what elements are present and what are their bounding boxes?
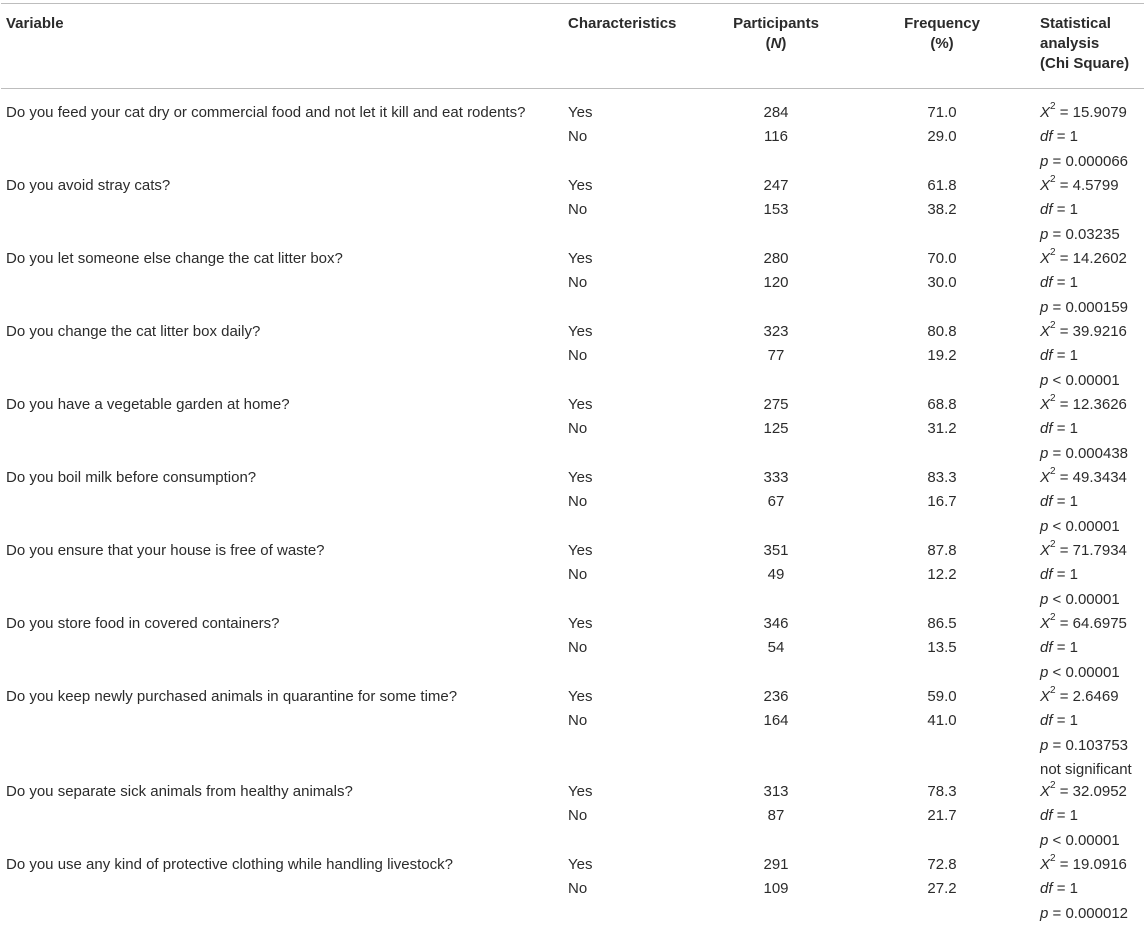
chi-square-value [1040,466,1144,490]
df-value [1040,636,1144,660]
chi-exponent: 2 [1050,174,1056,185]
df-number: = 1 [1056,880,1078,898]
answer-no-label: No [568,712,588,730]
chi-square-value [1040,101,1144,125]
characteristics-cell [568,393,688,442]
participants-no: 120 [763,274,789,292]
frequency-no: 16.7 [927,493,957,511]
frequency-no: 31.2 [927,420,957,438]
frequency-cell [867,466,1017,515]
chi-symbol: X [1040,250,1051,267]
table-header-rule [1,88,1144,89]
characteristics-cell [568,853,688,902]
participants-no: 109 [763,880,789,898]
answer-yes-label: Yes [568,615,593,632]
df-number: = 1 [1056,807,1078,825]
answer-no-label: No [568,347,588,365]
answer-yes-label: Yes [568,856,593,873]
frequency-cell [867,320,1017,369]
df-symbol: df [1040,201,1053,219]
participants-cell [701,174,851,223]
chi-exponent: 2 [1050,685,1056,696]
question-text: Do you use any kind of protective clothing while handling livestock? [6,856,453,873]
variable-question [6,612,561,636]
df-value [1040,563,1144,587]
chi-exponent: 2 [1050,612,1056,623]
participants-no: 125 [763,420,789,438]
frequency-yes: 61.8 [927,177,957,194]
p-number: = 0.03235 [1052,225,1120,243]
df-value [1040,125,1144,149]
answer-yes-label: Yes [568,250,593,267]
answer-no-label: No [568,880,588,898]
participants-yes: 236 [763,688,789,705]
frequency-cell [867,539,1017,588]
p-symbol: p [1040,298,1049,316]
df-number: = 1 [1056,712,1078,730]
df-symbol: df [1040,274,1053,292]
participants-cell [701,247,851,296]
p-symbol: p [1040,736,1049,754]
chi-symbol: X [1040,856,1051,873]
participants-no: 49 [767,566,785,584]
p-value [1040,150,1144,174]
participants-cell [701,539,851,588]
header-characteristics: Characteristics [568,15,677,32]
chi-number: = 64.6975 [1059,615,1127,632]
answer-yes-label: Yes [568,323,593,340]
variable-question [6,685,561,709]
header-stat-line1: Statistical [1040,15,1111,32]
frequency-yes: 71.0 [927,104,957,121]
chi-symbol: X [1040,177,1051,194]
p-value [1040,223,1144,247]
statistics-cell [1040,247,1144,320]
chi-square-value [1040,393,1144,417]
df-number: = 1 [1056,347,1078,365]
chi-symbol: X [1040,542,1051,559]
p-number: < 0.00001 [1052,517,1120,535]
frequency-cell [867,247,1017,296]
chi-square-value [1040,320,1144,344]
df-symbol: df [1040,639,1053,657]
answer-yes-label: Yes [568,177,593,194]
p-number: = 0.000066 [1052,152,1129,170]
frequency-no: 30.0 [927,274,957,292]
characteristics-cell [568,612,688,661]
characteristics-cell [568,247,688,296]
table-row [1,539,1144,612]
frequency-no: 19.2 [927,347,957,365]
header-stat-line3: (Chi Square) [1040,55,1130,72]
statistics-cell [1040,853,1144,926]
chi-number: = 39.9216 [1059,323,1127,340]
df-value [1040,877,1144,901]
chi-symbol: X [1040,323,1051,340]
p-value [1040,829,1144,853]
p-symbol: p [1040,904,1049,922]
header-participants-n: N [770,35,782,52]
participants-no: 87 [767,807,785,825]
chi-exponent: 2 [1050,780,1056,791]
statistics-cell [1040,612,1144,685]
frequency-no: 38.2 [927,201,957,219]
df-number: = 1 [1056,639,1078,657]
participants-yes: 351 [763,542,789,559]
chi-number: = 12.3626 [1059,396,1127,413]
variable-question [6,466,561,490]
chi-symbol: X [1040,104,1051,121]
chi-number: = 2.6469 [1059,688,1119,705]
df-symbol: df [1040,807,1053,825]
header-frequency-label: Frequency [904,15,980,32]
chi-exponent: 2 [1050,320,1056,331]
participants-yes: 333 [763,469,789,486]
frequency-cell [867,101,1017,150]
table-row [1,466,1144,539]
frequency-cell [867,780,1017,829]
participants-yes: 291 [763,856,789,873]
chi-symbol: X [1040,396,1051,413]
p-symbol: p [1040,371,1049,389]
table-row [1,780,1144,853]
answer-no-label: No [568,201,588,219]
characteristics-cell [568,466,688,515]
chi-square-value [1040,539,1144,563]
frequency-yes: 80.8 [927,323,957,340]
df-value [1040,804,1144,828]
statistics-cell [1040,174,1144,247]
chi-exponent: 2 [1050,466,1056,477]
answer-no-label: No [568,807,588,825]
p-value [1040,369,1144,393]
chi-number: = 14.2602 [1059,250,1127,267]
p-symbol: p [1040,517,1049,535]
frequency-yes: 86.5 [927,615,957,632]
df-value [1040,198,1144,222]
table-top-rule [1,3,1144,4]
df-symbol: df [1040,880,1053,898]
participants-cell [701,320,851,369]
statistics-cell [1040,101,1144,174]
frequency-cell [867,853,1017,902]
df-number: = 1 [1056,566,1078,584]
chi-square-value [1040,685,1144,709]
variable-question [6,101,561,125]
chi-square-value [1040,612,1144,636]
frequency-yes: 87.8 [927,542,957,559]
header-participants: Participants (N) [733,15,819,52]
participants-no: 54 [767,639,785,657]
header-statistical-analysis [1040,14,1144,74]
frequency-yes: 78.3 [927,783,957,800]
p-value [1040,442,1144,466]
answer-yes-label: Yes [568,542,593,559]
frequency-yes: 59.0 [927,688,957,705]
table-row [1,685,1144,780]
participants-yes: 323 [763,323,789,340]
chi-square-value [1040,780,1144,804]
table-row [1,853,1144,926]
participants-cell [701,853,851,902]
p-number: = 0.000012 [1052,904,1129,922]
df-number: = 1 [1056,274,1078,292]
df-symbol: df [1040,712,1053,730]
question-text: Do you have a vegetable garden at home? [6,396,290,413]
answer-no-label: No [568,493,588,511]
answer-no-label: No [568,639,588,657]
frequency-yes: 70.0 [927,250,957,267]
answer-no-label: No [568,420,588,438]
p-value [1040,515,1144,539]
participants-yes: 247 [763,177,789,194]
question-text: Do you feed your cat dry or commercial food and not let it kill and eat rodents? [6,104,526,121]
frequency-yes: 83.3 [927,469,957,486]
characteristics-cell [568,539,688,588]
p-number: < 0.00001 [1052,371,1120,389]
question-text: Do you change the cat litter box daily? [6,323,261,340]
chi-square-value [1040,174,1144,198]
participants-no: 77 [767,347,785,365]
characteristics-cell [568,780,688,829]
df-number: = 1 [1056,128,1078,146]
variable-question [6,393,561,417]
answer-no-label: No [568,274,588,292]
characteristics-cell [568,320,688,369]
chi-number: = 71.7934 [1059,542,1127,559]
answer-yes-label: Yes [568,469,593,486]
frequency-no: 13.5 [927,639,957,657]
df-symbol: df [1040,566,1053,584]
frequency-no: 27.2 [927,880,957,898]
p-symbol: p [1040,444,1049,462]
participants-no: 67 [767,493,785,511]
participants-no: 153 [763,201,789,219]
chi-square-value [1040,247,1144,271]
chi-number: = 15.9079 [1059,104,1127,121]
p-value [1040,734,1144,758]
question-text: Do you avoid stray cats? [6,177,171,194]
frequency-yes: 72.8 [927,856,957,873]
df-symbol: df [1040,420,1053,438]
variable-question [6,174,561,198]
statistics-cell [1040,780,1144,853]
participants-yes: 275 [763,396,789,413]
p-number: < 0.00001 [1052,663,1120,681]
frequency-no: 29.0 [927,128,957,146]
df-value [1040,417,1144,441]
frequency-cell [867,174,1017,223]
variable-question [6,247,561,271]
table-header [1,14,1144,84]
participants-cell [701,612,851,661]
answer-yes-label: Yes [568,783,593,800]
answer-no-label: No [568,566,588,584]
table-row [1,393,1144,466]
statistics-cell [1040,466,1144,539]
frequency-no: 41.0 [927,712,957,730]
answer-no-label: No [568,128,588,146]
answer-yes-label: Yes [568,688,593,705]
frequency-no: 21.7 [927,807,957,825]
p-value [1040,902,1144,926]
chi-exponent: 2 [1050,101,1056,112]
variable-question [6,780,561,804]
p-number: = 0.103753 [1052,736,1129,754]
characteristics-cell [568,174,688,223]
variable-question [6,853,561,877]
variable-question [6,539,561,563]
statistics-cell [1040,685,1144,782]
chi-number: = 32.0952 [1059,783,1127,800]
p-symbol: p [1040,590,1049,608]
statistics-cell [1040,393,1144,466]
frequency-cell [867,685,1017,734]
question-text: Do you let someone else change the cat litter box? [6,250,343,267]
p-symbol: p [1040,663,1049,681]
chi-square-value [1040,853,1144,877]
p-value [1040,296,1144,320]
participants-no: 164 [763,712,789,730]
participants-no: 116 [764,128,788,146]
df-value [1040,271,1144,295]
variable-question [6,320,561,344]
table-row [1,101,1144,174]
p-symbol: p [1040,225,1049,243]
chi-symbol: X [1040,783,1051,800]
participants-cell [701,780,851,829]
df-number: = 1 [1056,493,1078,511]
df-value [1040,344,1144,368]
frequency-yes: 68.8 [927,396,957,413]
df-value [1040,709,1144,733]
question-text: Do you separate sick animals from healthy animals? [6,783,353,800]
question-text: Do you ensure that your house is free of waste? [6,542,325,559]
question-text: Do you boil milk before consumption? [6,469,257,486]
question-text: Do you store food in covered containers? [6,615,280,632]
statistics-cell [1040,539,1144,612]
answer-yes-label: Yes [568,396,593,413]
participants-yes: 280 [763,250,789,267]
statistics-cell [1040,320,1144,393]
p-number: = 0.000438 [1052,444,1129,462]
df-symbol: df [1040,493,1053,511]
chi-number: = 19.0916 [1059,856,1127,873]
chi-number: = 4.5799 [1059,177,1119,194]
header-variable: Variable [6,15,64,32]
stat-note: not significant [1040,760,1132,778]
table-row [1,320,1144,393]
df-number: = 1 [1056,420,1078,438]
p-value [1040,588,1144,612]
chi-symbol: X [1040,469,1051,486]
table-row [1,247,1144,320]
df-value [1040,490,1144,514]
participants-cell [701,466,851,515]
answer-yes-label: Yes [568,104,593,121]
p-symbol: p [1040,152,1049,170]
p-value [1040,661,1144,685]
table-row [1,612,1144,685]
chi-number: = 49.3434 [1059,469,1127,486]
chi-exponent: 2 [1050,853,1056,864]
characteristics-cell [568,101,688,150]
p-number: < 0.00001 [1052,831,1120,849]
characteristics-cell [568,685,688,734]
header-participants-label: Participants [733,15,819,32]
header-frequency [867,14,1017,54]
frequency-cell [867,393,1017,442]
p-number: = 0.000159 [1052,298,1129,316]
participants-yes: 284 [763,104,789,121]
frequency-no: 12.2 [927,566,957,584]
frequency-cell [867,612,1017,661]
participants-yes: 313 [763,783,789,800]
df-symbol: df [1040,347,1053,365]
participants-cell [701,393,851,442]
p-symbol: p [1040,831,1049,849]
header-stat-line2: analysis [1040,35,1100,52]
participants-cell [701,685,851,734]
header-frequency-unit: (%) [930,35,954,52]
chi-exponent: 2 [1050,393,1056,404]
df-number: = 1 [1056,201,1078,219]
chi-exponent: 2 [1050,539,1056,550]
table-body [1,101,1144,926]
question-text: Do you keep newly purchased animals in quarantine for some time? [6,688,458,705]
chi-symbol: X [1040,688,1051,705]
participants-yes: 346 [763,615,789,632]
chi-symbol: X [1040,615,1051,632]
participants-cell [701,101,851,150]
table-row [1,174,1144,247]
p-number: < 0.00001 [1052,590,1120,608]
df-symbol: df [1040,128,1053,146]
chi-exponent: 2 [1050,247,1056,258]
